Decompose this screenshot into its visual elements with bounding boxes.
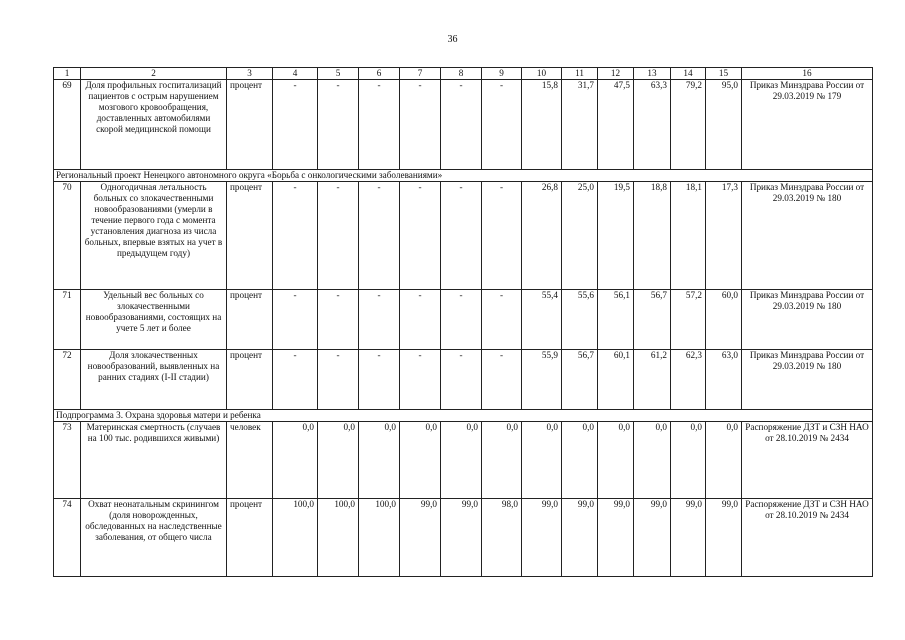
value-cell: - [441,182,482,290]
value-cell: 99,0 [522,499,562,577]
value-cell: 31,7 [562,80,598,170]
value-cell: - [273,80,318,170]
value-cell: 99,0 [400,499,441,577]
value-cell: - [482,182,522,290]
section-row [54,410,873,422]
value-cell: 99,0 [598,499,634,577]
table-row [54,350,873,410]
table-row [54,80,873,170]
source-document: Приказ Минздрава России от 29.03.2019 № 180 [742,350,873,410]
column-number-header: 8 [441,68,482,80]
value-cell: 55,6 [562,290,598,350]
value-cell: 99,0 [706,499,742,577]
value-cell: 57,2 [671,290,706,350]
section-row [54,170,873,182]
value-cell: 0,0 [359,422,400,499]
value-cell: - [318,290,359,350]
value-cell: 60,1 [598,350,634,410]
value-cell: 0,0 [441,422,482,499]
table-row [54,182,873,290]
column-number-header: 12 [598,68,634,80]
value-cell: 18,8 [634,182,671,290]
indicators-table [53,67,873,577]
value-cell: - [400,80,441,170]
value-cell: 99,0 [441,499,482,577]
value-cell: 17,3 [706,182,742,290]
column-number-header: 3 [227,68,273,80]
table-row [54,422,873,499]
column-number-header: 13 [634,68,671,80]
value-cell: - [273,290,318,350]
value-cell: 0,0 [318,422,359,499]
value-cell: 55,9 [522,350,562,410]
value-cell: - [273,350,318,410]
value-cell: 0,0 [706,422,742,499]
source-document: Распоряжение ДЗТ и СЗН НАО от 28.10.2019 № 2434 [742,499,873,577]
row-number: 73 [54,422,81,499]
column-number-header: 5 [318,68,359,80]
value-cell: - [482,350,522,410]
value-cell: - [400,182,441,290]
value-cell: 0,0 [522,422,562,499]
value-cell: - [359,182,400,290]
column-number-header: 9 [482,68,522,80]
value-cell: 55,4 [522,290,562,350]
value-cell: - [273,182,318,290]
column-number-header: 4 [273,68,318,80]
table-row [54,499,873,577]
source-document: Распоряжение ДЗТ и СЗН НАО от 28.10.2019 № 2434 [742,422,873,499]
column-number-header: 10 [522,68,562,80]
value-cell: - [482,290,522,350]
row-number: 69 [54,80,81,170]
value-cell: - [441,290,482,350]
value-cell: 19,5 [598,182,634,290]
unit-cell: процент [227,350,273,410]
value-cell: 100,0 [359,499,400,577]
value-cell: - [359,80,400,170]
value-cell: - [400,350,441,410]
unit-cell: человек [227,422,273,499]
value-cell: - [318,350,359,410]
value-cell: - [359,290,400,350]
indicator-name: Доля злокачественных новообразований, выявленных на ранних стадиях (I-II стадии) [81,350,227,410]
indicator-name: Одногодичная летальность больных со злокачественными новообразованиями (умерли в течение первого года с момента установления диагноза из числа больных, впервые взятых на учет в предыдущем году) [81,182,227,290]
indicator-name: Удельный вес больных со злокачественными новообразованиями, состоящих на учете 5 лет и более [81,290,227,350]
value-cell: - [400,290,441,350]
column-number-header: 16 [742,68,873,80]
column-number-header: 14 [671,68,706,80]
indicator-name: Доля профильных госпитализаций пациентов с острым нарушением мозгового кровообращения, доставленных автомобилями скорой медицинской помощи [81,80,227,170]
column-number-header: 7 [400,68,441,80]
column-number-header: 6 [359,68,400,80]
unit-cell: процент [227,290,273,350]
row-number: 72 [54,350,81,410]
value-cell: - [482,80,522,170]
row-number: 70 [54,182,81,290]
value-cell: 100,0 [318,499,359,577]
value-cell: 0,0 [671,422,706,499]
section-title: Подпрограмма 3. Охрана здоровья матери и ребенка [54,410,873,422]
value-cell: 62,3 [671,350,706,410]
unit-cell: процент [227,499,273,577]
row-number: 71 [54,290,81,350]
value-cell: 56,1 [598,290,634,350]
value-cell: 56,7 [562,350,598,410]
value-cell: 100,0 [273,499,318,577]
unit-cell: процент [227,80,273,170]
value-cell: - [359,350,400,410]
indicator-name: Материнская смертность (случаев на 100 тыс. родившихся живыми) [81,422,227,499]
column-number-header: 15 [706,68,742,80]
source-document: Приказ Минздрава России от 29.03.2019 № 179 [742,80,873,170]
value-cell: 0,0 [400,422,441,499]
value-cell: 15,8 [522,80,562,170]
value-cell: 95,0 [706,80,742,170]
value-cell: - [441,350,482,410]
value-cell: 26,8 [522,182,562,290]
value-cell: 79,2 [671,80,706,170]
header-row [54,68,873,80]
column-number-header: 2 [81,68,227,80]
value-cell: 60,0 [706,290,742,350]
page-number: 36 [447,34,458,45]
value-cell: 63,0 [706,350,742,410]
value-cell: 99,0 [634,499,671,577]
value-cell: 61,2 [634,350,671,410]
section-title: Региональный проект Ненецкого автономного округа «Борьба с онкологическими заболеваниями» [54,170,873,182]
row-number: 74 [54,499,81,577]
value-cell: 0,0 [634,422,671,499]
value-cell: 98,0 [482,499,522,577]
value-cell: - [318,182,359,290]
unit-cell: процент [227,182,273,290]
table-row [54,290,873,350]
value-cell: 56,7 [634,290,671,350]
value-cell: 0,0 [562,422,598,499]
value-cell: 47,5 [598,80,634,170]
indicator-name: Охват неонатальным скринингом (доля новорожденных, обследованных на наследственные заболевания, от общего числа [81,499,227,577]
value-cell: 99,0 [671,499,706,577]
value-cell: 0,0 [598,422,634,499]
value-cell: - [441,80,482,170]
source-document: Приказ Минздрава России от 29.03.2019 № 180 [742,182,873,290]
value-cell: 63,3 [634,80,671,170]
source-document: Приказ Минздрава России от 29.03.2019 № 180 [742,290,873,350]
value-cell: 0,0 [273,422,318,499]
value-cell: 99,0 [562,499,598,577]
value-cell: 25,0 [562,182,598,290]
column-number-header: 11 [562,68,598,80]
value-cell: 0,0 [482,422,522,499]
value-cell: 18,1 [671,182,706,290]
column-number-header: 1 [54,68,81,80]
value-cell: - [318,80,359,170]
